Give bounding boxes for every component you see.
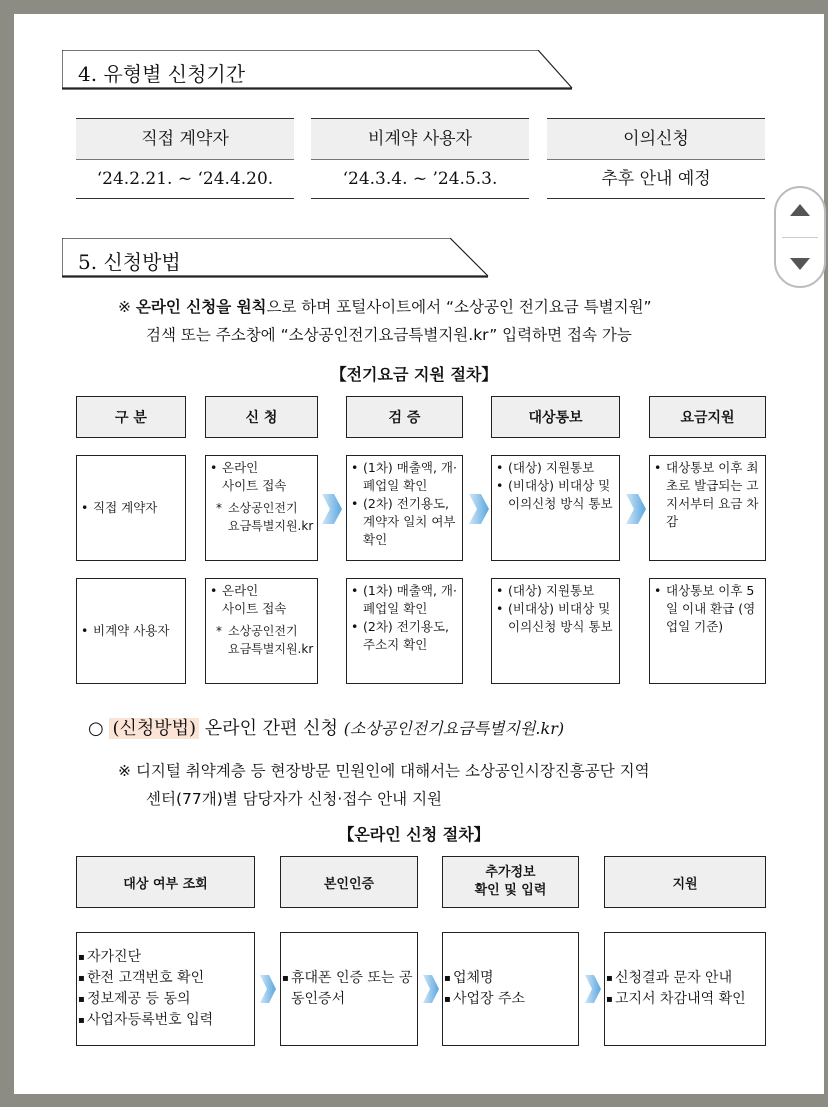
section-4-title: 4. 유형별 신청기간 [78,62,246,86]
flow-arrow-icon [469,494,489,524]
method-url: (소상공인전기요금특별지원.kr) [343,719,565,738]
step-item: ▪ 한전 고객번호 확인 [77,968,213,989]
apply-text: 온라인 [222,460,259,475]
apply-text: 온라인 [222,583,259,598]
online-header-auth: 본인인증 [280,856,418,908]
support-item: • 대상통보 이후 최초로 발급되는 고지서부터 요금 차감 [650,459,762,531]
section-4-header [62,50,574,90]
notice-item: • (대상) 지원통보 [492,582,615,600]
header-apply: 신 청 [205,396,318,438]
apply-text: 사이트 접속 [222,601,287,616]
step-item: ▪ 정보제공 등 동의 [77,989,213,1010]
period-value: 추후 안내 예정 [547,160,765,199]
highlight-label: (신청방법) [109,718,199,739]
verify-item: • (1차) 매출액, 개·폐업일 확인 [347,459,459,495]
online-step-eligibility [76,932,255,1046]
header-support: 요금지원 [649,396,766,438]
step-item: ▪ 고지서 차감내역 확인 [605,989,746,1010]
row-type: • 비계약 사용자 [77,622,169,640]
note-text: 으로 하며 포털사이트에서 “소상공인 전기요금 특별지원” [266,298,652,316]
row-support-cell [649,455,766,561]
verify-item: • (2차) 전기용도, 주소지 확인 [347,618,459,654]
period-label: 직접 계약자 [76,118,294,160]
note-field-visit [118,758,650,784]
row-apply-cell [205,578,318,684]
row-type-cell [76,578,186,684]
note-online-principle-line2: 검색 또는 주소창에 “소상공인전기요금특별지원.kr” 입력하면 접속 가능 [146,326,632,344]
online-step-extra-info [442,932,579,1046]
step-item: ▪ 업체명 [443,968,525,989]
period-label: 이의신청 [547,118,765,160]
row-apply-cell [205,455,318,561]
header-notice: 대상통보 [491,396,620,438]
scroll-down-icon[interactable] [790,258,810,270]
row-type: • 직접 계약자 [77,499,157,517]
row-verify-cell [346,455,463,561]
period-value: ‘24.3.4. ~ ’24.5.3. [311,160,529,199]
apply-note: 소상공인전기 [228,624,298,638]
step-item: ▪ 휴대폰 인증 또는 공동인증서 [281,968,413,1010]
scroll-up-icon[interactable] [790,204,810,216]
notice-item: • (비대상) 비대상 및 이의신청 방식 통보 [492,477,615,513]
note-field-visit-line2: 센터(77개)별 담당자가 신청·접수 안내 지원 [146,790,443,808]
row-notice-cell [491,455,620,561]
flow-arrow-icon [260,975,276,1003]
step-item: ▪ 사업장 주소 [443,989,525,1010]
verify-item: • (1차) 매출액, 개·폐업일 확인 [347,582,459,618]
procedure-title: 【전기요금 지원 절차】 [330,365,498,384]
row-notice-cell [491,578,620,684]
header-verify: 검 증 [346,396,463,438]
online-procedure-title: 【온라인 신청 절차】 [338,825,490,844]
flow-arrow-icon [585,975,601,1003]
row-support-cell [649,578,766,684]
period-column-direct [76,118,294,199]
period-column-objection [547,118,765,199]
online-header-eligibility: 대상 여부 조회 [76,856,255,908]
apply-text: 사이트 접속 [222,478,287,493]
online-step-support [604,932,766,1046]
note-text: 디지털 취약계층 등 현장방문 민원인에 대해서는 소상공인시장진흥공단 지역 [135,762,650,780]
method-text: 온라인 간편 신청 [204,718,338,739]
row-verify-cell [346,578,463,684]
note-bold: 온라인 신청을 원칙 [135,298,267,316]
verify-item: • (2차) 전기용도, 계약자 일치 여부 확인 [347,495,459,549]
flow-arrow-icon [423,975,439,1003]
apply-note: 요금특별지원.kr [228,642,314,656]
flow-arrow-icon [322,494,342,524]
step-item: ▪ 자가진단 [77,947,213,968]
section-5-title: 5. 신청방법 [78,250,181,274]
notice-item: • (비대상) 비대상 및 이의신청 방식 통보 [492,600,615,636]
reference-mark: ※ [118,298,131,316]
online-header-extra-info: 추가정보 확인 및 입력 [442,856,579,908]
period-column-noncontract [311,118,529,199]
period-label: 비계약 사용자 [311,118,529,160]
flow-arrow-icon [626,494,646,524]
page-scroll-control [774,186,826,288]
header-category: 구 분 [76,396,186,438]
notice-item: • (대상) 지원통보 [492,459,615,477]
scroll-divider [782,237,818,238]
apply-note: 요금특별지원.kr [228,519,314,533]
online-step-auth [280,932,418,1046]
note-online-principle [118,294,652,320]
row-type-cell [76,455,186,561]
support-item: • 대상통보 이후 5일 이내 환급 (영업일 기준) [650,582,762,636]
section-5-header [62,238,490,278]
method-bullet [88,714,564,740]
period-value: ‘24.2.21. ~ ‘24.4.20. [76,160,294,199]
circle-bullet-icon: ○ [88,718,104,739]
apply-note: 소상공인전기 [228,501,298,515]
step-item: ▪ 신청결과 문자 안내 [605,968,746,989]
step-item: ▪ 사업자등록번호 입력 [77,1010,213,1031]
reference-mark: ※ [118,762,131,780]
online-header-support: 지원 [604,856,766,908]
